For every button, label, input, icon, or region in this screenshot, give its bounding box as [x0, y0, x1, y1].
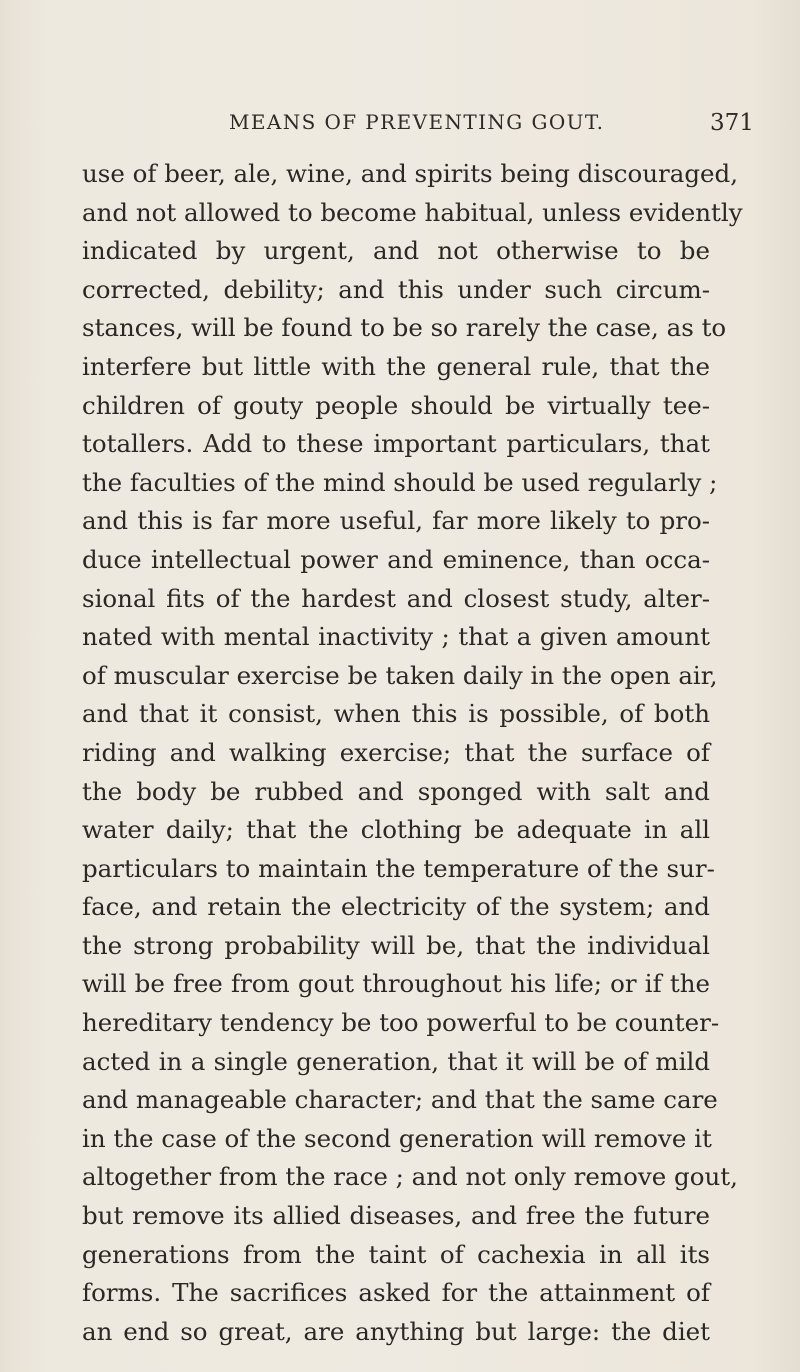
text-line: the body be rubbed and sponged with salt and — [82, 776, 710, 806]
text-line: interfere but little with the general rule, that the — [82, 351, 710, 381]
body-text — [82, 155, 743, 1351]
text-line: indicated by urgent, and not otherwise to be — [82, 236, 710, 266]
text-line: use of beer, ale, wine, and spirits being discouraged, — [82, 159, 738, 188]
text-line: children of gouty people should be virtually tee- — [82, 390, 710, 420]
text-line: riding and walking exercise; that the surface of — [82, 737, 710, 767]
text-line: will be free from gout throughout his life; or if the — [82, 969, 710, 999]
text-line: and not allowed to become habitual, unless evidently — [82, 197, 743, 227]
text-line: and that it consist, when this is possible, of both — [82, 699, 710, 729]
text-line: in the case of the second generation will remove it — [82, 1123, 712, 1153]
text-line: particulars to maintain the temperature of the sur- — [82, 853, 715, 883]
text-line: stances, will be found to be so rarely the case, as to — [82, 313, 727, 343]
text-line: forms. The sacrifices asked for the attainment of — [82, 1278, 710, 1308]
text-line: face, and retain the electricity of the system; and — [82, 892, 710, 922]
text-line: the faculties of the mind should be used regularly ; — [82, 467, 718, 497]
text-line: hereditary tendency be too powerful to be counter- — [82, 1008, 720, 1038]
running-head: MEANS OF PREVENTING GOUT. — [229, 110, 605, 134]
text-line: acted in a single generation, that it will be of mild — [82, 1046, 710, 1076]
text-line: but remove its allied diseases, and free the future — [82, 1201, 710, 1231]
text-line: sional fits of the hardest and closest study, alter- — [82, 583, 710, 613]
text-line: the strong probability will be, that the individual — [82, 930, 710, 960]
page-header — [0, 106, 800, 138]
text-line: and this is far more useful, far more likely to pro- — [82, 506, 710, 536]
text-line: of muscular exercise be taken daily in the open air, — [82, 660, 718, 690]
text-line: and manageable character; and that the same care — [82, 1085, 718, 1115]
text-line: corrected, debility; and this under such circum- — [82, 274, 710, 304]
text-line: altogether from the race ; and not only remove gout, — [82, 1162, 738, 1192]
text-line: generations from the taint of cachexia in all its — [82, 1239, 710, 1269]
page-number: 371 — [710, 110, 754, 136]
text-line: nated with mental inactivity ; that a given amount — [82, 622, 710, 652]
text-line: an end so great, are anything but large: the diet — [82, 1316, 710, 1346]
text-line: duce intellectual power and eminence, than occa- — [82, 544, 710, 574]
text-line: water daily; that the clothing be adequate in all — [82, 815, 710, 845]
text-line: totallers. Add to these important particulars, that — [82, 429, 710, 459]
